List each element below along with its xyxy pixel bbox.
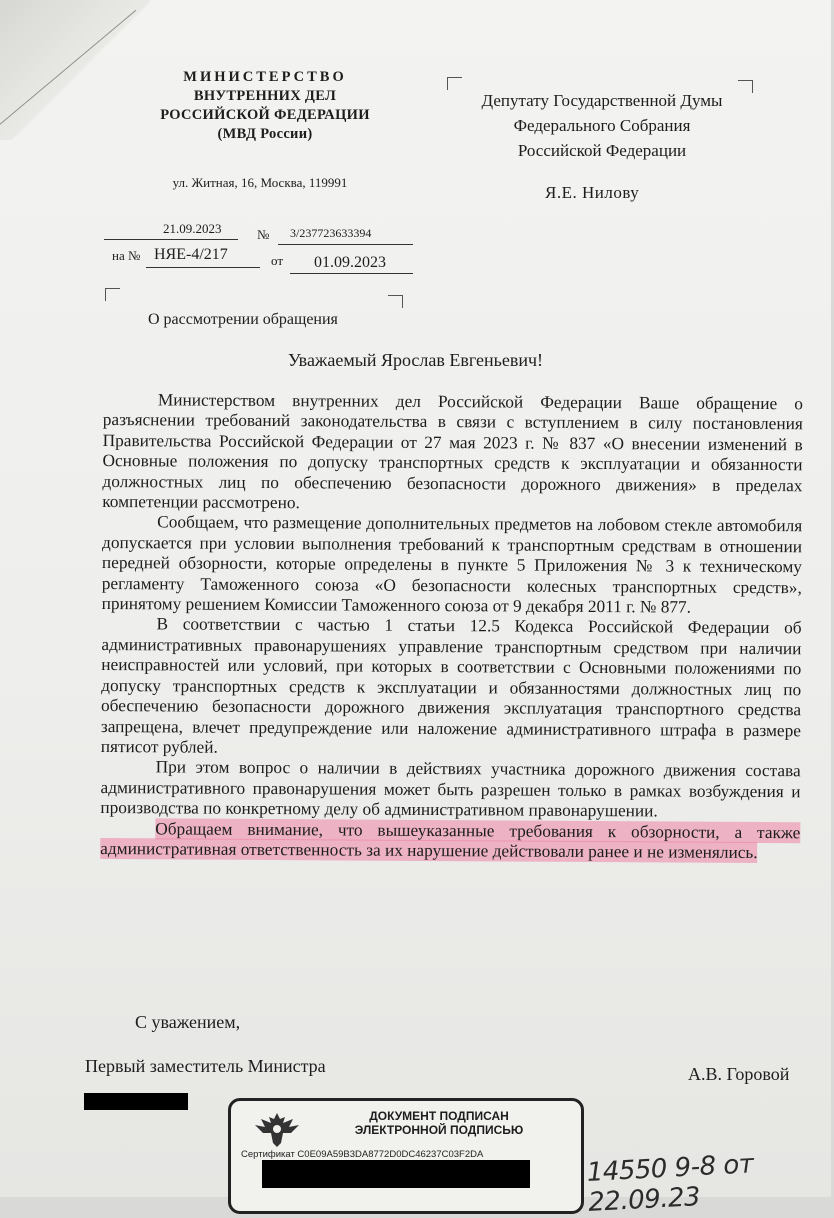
body-paragraph-4: При этом вопрос о наличии в действиях участника дорожного движения состава административного правонарушения может быть разрешен только в рамках возбуждения и производства по конкретному делу об административном правонарушении. xyxy=(100,757,801,821)
stamp-title-line-2: ЭЛЕКТРОННОЙ ПОДПИСЬЮ xyxy=(354,1123,524,1137)
closing: С уважением, xyxy=(135,1012,241,1032)
stamp-title-line-1: ДОКУМЕНТ ПОДПИСАН xyxy=(369,1109,509,1123)
handwritten-note: 14550 9-8 от 22.09.23 xyxy=(586,1149,755,1218)
recipient-name: Я.Е. Нилову xyxy=(545,183,640,202)
signatory-position: Первый заместитель Министра xyxy=(85,1056,326,1076)
reference-from-label: от xyxy=(271,253,284,268)
eagle-emblem-icon xyxy=(249,1109,305,1149)
redacted-owner xyxy=(262,1160,530,1188)
highlighted-paragraph xyxy=(100,819,800,864)
letterhead-line-3: РОССИЙСКОЙ ФЕДЕРАЦИИ xyxy=(160,107,370,123)
highlighted-text: Обращаем внимание, что вышеуказанные требования к обзорности, а также административная ответственность за их нарушение действовали ранее и не изменялись. xyxy=(100,818,801,862)
letterhead-line-1: МИНИСТЕРСТВО xyxy=(183,69,347,85)
letterhead-address: ул. Житная, 16, Москва, 119991 xyxy=(172,175,348,190)
registration-date: 21.09.2023 xyxy=(163,221,222,236)
reference-date: 01.09.2023 xyxy=(314,254,386,271)
body-paragraph-3: В соответствии с частью 1 статьи 12.5 Кодекса Российской Федерации об административных правонарушениях управление транспортным средством при наличии неисправностей или условий, при которых в соответствии с Основными положениями по допуску транспортных средств к эксплуатации и обязанностями должностных лиц по обеспечению безопасности дорожного движения эксплуатация транспортного средства запрещена, влечет предупреждение или наложение административного штрафа в размере пятисот рублей. xyxy=(100,614,802,757)
registration-number-label: № xyxy=(257,227,270,242)
body-paragraph-2: Сообщаем, что размещение дополнительных предметов на лобовом стекле автомобиля допускается при условии выполнения требований к транспортным средствам в отношении передней обзорности, которые определены в пункте 5 Приложения № 3 к техническому регламенту Таможенного союза «О безопасности колесных транспортных средств», принятому решением Комиссии Таможенного союза от 9 декабря 2011 г. № 877. xyxy=(101,512,803,617)
subject-corner-left xyxy=(105,288,120,301)
body-paragraph-1: Министерством внутренних дел Российской Федерации Ваше обращение о разъяснении требований законодательства в связи с вступлением в силу постановления Правительства Российской Федерации от 27 мая 2023 г. № 837 «О внесении изменений в Основные положения по допуску транспортных средств к эксплуатации и обязанности должностных лиц по обеспечению безопасности дорожного движения» в пределах компетенции рассмотрено. xyxy=(102,390,803,513)
reference-underline xyxy=(146,267,260,268)
number-underline xyxy=(278,244,413,245)
letter-body xyxy=(100,390,803,864)
redacted-contact xyxy=(84,1093,188,1110)
recipient-block xyxy=(452,88,752,163)
e-signature-stamp xyxy=(228,1098,584,1214)
recipient-line-3: Российской Федерации xyxy=(517,141,687,160)
letter-subject: О рассмотрении обращения xyxy=(148,311,338,328)
letterhead-line-2: ВНУТРЕННИХ ДЕЛ xyxy=(193,88,337,104)
reference-number: НЯЕ-4/217 xyxy=(154,246,228,263)
reference-label: на № xyxy=(112,248,141,263)
recipient-line-1: Депутату Государственной Думы xyxy=(481,91,723,110)
reference-date-underline xyxy=(290,273,413,274)
date-underline xyxy=(104,239,238,240)
recipient-line-2: Федерального Собрания xyxy=(513,116,691,135)
page-fold xyxy=(0,0,150,140)
stamp-certificate: Сертификат С0Е09А59В3DА8772D0DС46237С03F2DА xyxy=(241,1149,484,1160)
letterhead xyxy=(135,68,395,144)
signatory-name: А.В. Горовой xyxy=(688,1064,790,1084)
subject-corner-right xyxy=(388,295,403,308)
registration-number: 3/237723633394 xyxy=(290,226,372,240)
salutation: Уважаемый Ярослав Евгеньевич! xyxy=(287,350,544,370)
letterhead-line-4: (МВД России) xyxy=(217,126,313,142)
stamp-title xyxy=(309,1109,569,1137)
